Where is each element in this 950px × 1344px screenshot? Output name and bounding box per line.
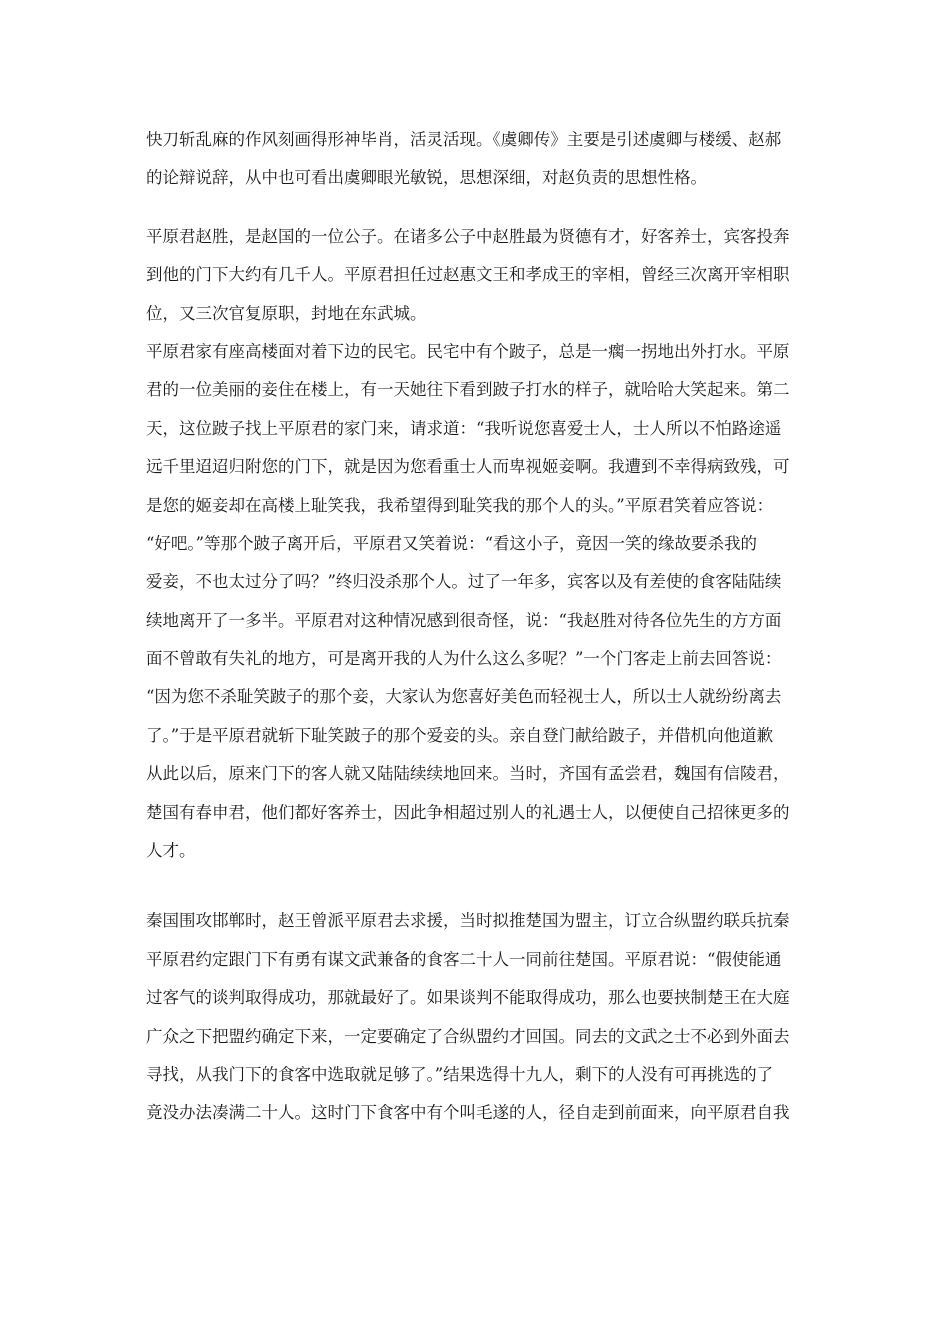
text-line: 平原君赵胜，是赵国的一位公子。在诸多公子中赵胜最为贤德有才，好客养士，宾客投奔 [146,226,790,246]
text-line: 的论辩说辞，从中也可看出虞卿眼光敏锐，思想深细，对赵负责的思想性格。 [146,168,707,188]
text-line: 到他的门下大约有几千人。平原君担任过赵惠文王和孝成王的宰相，曾经三次离开宰相职 [146,265,790,285]
text-line: 了。”于是平原君就斩下耻笑跛子的那个爱妾的头。亲自登门献给跛子，并借机向他道歉 [146,725,774,745]
text-line: 楚国有春申君，他们都好客养士，因此争相超过别人的礼遇士人，以便使自己招徕更多的 [146,802,790,822]
paragraph-2 [146,218,810,333]
text-line: 位，又三次官复原职，封地在东武城。 [146,303,427,323]
text-line: 平原君约定跟门下有勇有谋文武兼备的食客二十人一同前往楚国。平原君说：“假使能通 [146,949,782,969]
text-line: “因为您不杀耻笑跛子的那个妾，大家认为您喜好美色而轻视士人，所以士人就纷纷离去 [146,687,782,707]
text-line: 竟没办法凑满二十人。这时门下食客中有个叫毛遂的人，径自走到前面来，向平原君自我 [146,1103,790,1123]
text-line: “好吧。”等那个跛子离开后，平原君又笑着说：“看这小子，竟因一笑的缘故要杀我的 [146,533,758,553]
text-line: 天，这位跛子找上平原君的家门来，请求道：“我听说您喜爱士人，士人所以不怕路途遥 [146,418,782,438]
paragraph-spacer [146,198,810,218]
text-line: 面不曾敢有失礼的地方，可是离开我的人为什么这么多呢？”一个门客走上前去回答说： [146,649,782,669]
text-line: 平原君家有座高楼面对着下边的民宅。民宅中有个跛子，总是一瘸一拐地出外打水。平原 [146,341,790,361]
text-line: 爱妾，不也太过分了吗？”终归没杀那个人。过了一年多，宾客以及有差使的食客陆陆续 [146,572,782,592]
paragraph-3 [146,333,810,870]
text-line: 是您的姬妾却在高楼上耻笑我，我希望得到耻笑我的那个人的头。”平原君笑着应答说： [146,495,774,515]
body-text [146,121,810,1133]
text-line: 过客气的谈判取得成功，那就最好了。如果谈判不能取得成功，那么也要挟制楚王在大庭 [146,988,790,1008]
paragraph-1 [146,121,810,198]
text-line: 从此以后，原来门下的客人就又陆陆续续地回来。当时，齐国有孟尝君，魏国有信陵君， [146,764,790,784]
text-line: 秦国围攻邯郸时，赵王曾派平原君去求援，当时拟推楚国为盟主，订立合纵盟约联兵抗秦 [146,911,790,931]
text-line: 广众之下把盟约确定下来，一定要确定了合纵盟约才回国。同去的文武之士不必到外面去 [146,1026,790,1046]
text-line: 寻找，从我门下的食客中选取就足够了。”结果选得十九人，剩下的人没有可再挑选的了 [146,1064,774,1084]
paragraph-spacer [146,870,810,902]
text-line: 君的一位美丽的妾住在楼上，有一天她往下看到跛子打水的样子，就哈哈大笑起来。第二 [146,380,790,400]
text-line: 续地离开了一多半。平原君对这种情况感到很奇怪，说：“我赵胜对待各位先生的方方面 [146,610,782,630]
paragraph-4 [146,902,810,1132]
text-line: 快刀斩乱麻的作风刻画得形神毕肖，活灵活现。《虞卿传》主要是引述虞卿与楼缓、赵郝 [146,130,782,149]
text-line: 远千里迢迢归附您的门下，就是因为您看重士人而卑视姬妾啊。我遭到不幸得病致残，可 [146,457,790,477]
text-line: 人才。 [146,841,196,861]
